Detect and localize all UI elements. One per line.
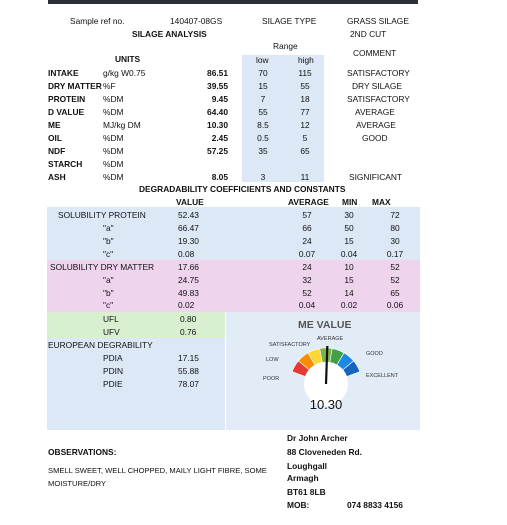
deg-label: "b" (103, 288, 114, 298)
gauge-label-average: AVERAGE (317, 336, 344, 342)
deg-min: 14 (344, 288, 354, 298)
deg-average: 32 (302, 275, 312, 285)
observations-text-1: SMELL SWEET, WELL CHOPPED, MAILY LIGHT FIBRE, SOME (48, 466, 267, 475)
contact-address-3: Armagh (287, 473, 319, 483)
high-label: high (298, 55, 314, 65)
row-name: PROTEIN (48, 94, 86, 104)
row-name: ME (48, 120, 61, 130)
min-header: MIN (342, 197, 358, 207)
row-high: 18 (300, 94, 310, 104)
comment-label: COMMENT (353, 48, 397, 58)
deg-average: 0.07 (298, 249, 316, 259)
deg-label: "a" (103, 275, 114, 285)
max-header: MAX (372, 197, 391, 207)
deg-label: "b" (103, 236, 114, 246)
row-unit: %F (103, 81, 116, 91)
row-unit: %DM (103, 159, 124, 169)
row-value: 9.45 (211, 94, 228, 104)
gauge-label-satisfactory: SATISFACTORY (269, 342, 311, 348)
european-label: EUROPEAN DEGRABILITY (48, 340, 153, 350)
low-label: low (256, 55, 269, 65)
row-comment: AVERAGE (355, 107, 395, 117)
row-name: INTAKE (48, 68, 79, 78)
deg-label: "c" (103, 300, 114, 310)
deg-average: 57 (302, 210, 312, 220)
gauge-label-low: LOW (266, 357, 279, 363)
deg-min: 0.04 (340, 249, 358, 259)
observations-text-2: MOISTURE/DRY (48, 479, 107, 488)
row-high: 77 (300, 107, 310, 117)
deg-average: 66 (302, 223, 312, 233)
deg-max: 65 (390, 288, 400, 298)
row-name: STARCH (48, 159, 83, 169)
gauge-label-good: GOOD (366, 351, 383, 357)
range-label: Range (273, 41, 298, 51)
average-header: AVERAGE (288, 197, 329, 207)
row-unit: g/kg W0.75 (103, 68, 146, 78)
gauge-title: ME VALUE (298, 319, 352, 331)
row-high: 65 (300, 146, 310, 156)
row-low: 35 (258, 146, 268, 156)
gauge-needle (326, 346, 327, 384)
deg-max: 0.17 (386, 249, 404, 259)
deg-max: 72 (390, 210, 400, 220)
row-low: 15 (258, 81, 268, 91)
contact-mob-label: MOB: (287, 500, 310, 510)
row-name: D VALUE (48, 107, 85, 117)
row-value: 86.51 (207, 68, 228, 78)
row-comment: SATISFACTORY (347, 68, 410, 78)
ufv-value: 0.76 (180, 327, 197, 337)
row-comment: GOOD (362, 133, 388, 143)
contact-postcode: BT61 8LB (287, 487, 326, 497)
row-comment: AVERAGE (356, 120, 396, 130)
ufl-label: UFL (103, 314, 119, 324)
row-name: NDF (48, 146, 66, 156)
contact-mob-value: 074 8833 4156 (347, 500, 403, 510)
row-low: 8.5 (257, 120, 269, 130)
ufl-value: 0.80 (180, 314, 197, 324)
row-value: 64.40 (207, 107, 228, 117)
row-value: 10.30 (207, 120, 228, 130)
pdin-value: 55.88 (178, 366, 199, 376)
gauge-label-excellent: EXCELLENT (366, 373, 399, 379)
row-high: 5 (302, 133, 308, 143)
deg-max: 30 (390, 236, 400, 246)
deg-value: 66.47 (178, 223, 199, 233)
deg-value: 24.75 (178, 275, 199, 285)
row-unit: %DM (103, 107, 124, 117)
row-comment: SATISFACTORY (347, 94, 410, 104)
row-high: 55 (300, 81, 310, 91)
page-title: SILAGE ANALYSIS (132, 29, 207, 39)
row-high: 115 (298, 68, 312, 78)
pdie-label: PDIE (103, 379, 123, 389)
row-comment: SIGNIFICANT (349, 172, 403, 182)
ufl-band (47, 312, 225, 338)
deg-value: 17.66 (178, 262, 199, 272)
pdia-value: 17.15 (178, 353, 199, 363)
row-unit: %DM (103, 172, 124, 182)
contact-address-1: 88 Cloveneden Rd. (287, 447, 362, 457)
silage-type-value-2: 2ND CUT (350, 29, 387, 39)
deg-min: 15 (344, 236, 354, 246)
deg-average: 52 (302, 288, 312, 298)
degradability-title: DEGRADABILITY COEFFICIENTS AND CONSTANTS (139, 184, 346, 194)
deg-min: 50 (344, 223, 354, 233)
deg-label: "c" (103, 249, 114, 259)
deg-max: 52 (390, 275, 400, 285)
gauge-value: 10.30 (309, 397, 343, 412)
deg-average: 24 (302, 236, 312, 246)
contact-address-2: Loughgall (287, 461, 328, 471)
pdin-label: PDIN (103, 366, 124, 376)
row-value: 8.05 (211, 172, 228, 182)
row-name: DRY MATTER (48, 81, 102, 91)
deg-value: 0.02 (178, 300, 195, 310)
ufv-label: UFV (103, 327, 120, 337)
sample-value: 140407-08GS (170, 16, 223, 26)
row-low: 3 (260, 172, 266, 182)
row-high: 12 (300, 120, 310, 130)
deg-value: 19.30 (178, 236, 199, 246)
sample-label: Sample ref no. (70, 16, 125, 26)
row-low: 0.5 (257, 133, 269, 143)
deg-min: 30 (344, 210, 354, 220)
row-name: OIL (48, 133, 62, 143)
deg-value: 52.43 (178, 210, 199, 220)
deg-average: 24 (302, 262, 312, 272)
silage-type-value-1: GRASS SILAGE (347, 16, 409, 26)
row-value: 39.55 (207, 81, 228, 91)
row-low: 70 (258, 68, 268, 78)
row-unit: %DM (103, 133, 124, 143)
row-low: 55 (258, 107, 268, 117)
row-unit: %DM (103, 94, 124, 104)
deg-max: 80 (390, 223, 400, 233)
deg-min: 0.02 (340, 300, 358, 310)
top-bar (48, 0, 418, 4)
value-header: VALUE (176, 197, 204, 207)
deg-label: SOLUBILITY PROTEIN (58, 210, 146, 220)
row-unit: MJ/kg DM (103, 120, 141, 130)
silage-type-label: SILAGE TYPE (262, 16, 317, 26)
pdia-label: PDIA (103, 353, 123, 363)
gauge-label-poor: POOR (263, 376, 280, 382)
row-value: 2.45 (211, 133, 228, 143)
contact-name: Dr John Archer (287, 433, 348, 443)
units-label: UNITS (115, 54, 141, 64)
me-gauge (226, 312, 420, 430)
row-name: ASH (48, 172, 66, 182)
deg-label: "a" (103, 223, 114, 233)
deg-value: 0.08 (178, 249, 195, 259)
deg-value: 49.83 (178, 288, 199, 298)
pdie-value: 78.07 (178, 379, 199, 389)
row-value: 57.25 (207, 146, 228, 156)
row-comment: DRY SILAGE (352, 81, 402, 91)
row-low: 7 (260, 94, 266, 104)
observations-label: OBSERVATIONS: (48, 447, 117, 457)
deg-average: 0.04 (298, 300, 316, 310)
deg-max: 0.06 (386, 300, 404, 310)
deg-min: 15 (344, 275, 354, 285)
deg-label: SOLUBILITY DRY MATTER (50, 262, 155, 272)
row-high: 11 (300, 172, 310, 182)
row-unit: %DM (103, 146, 124, 156)
deg-max: 52 (390, 262, 400, 272)
deg-min: 10 (344, 262, 354, 272)
